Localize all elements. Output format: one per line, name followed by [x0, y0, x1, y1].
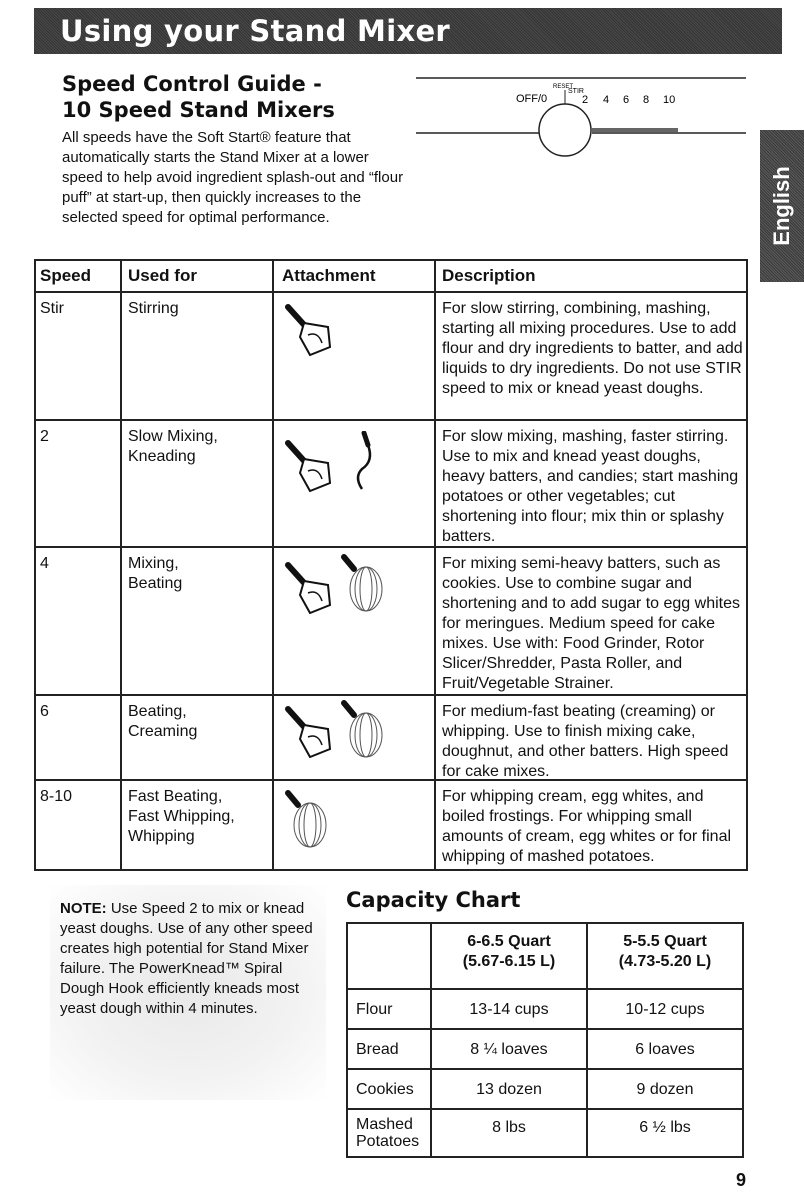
- capacity-title: Capacity Chart: [346, 888, 521, 912]
- capacity-item: Cookies: [356, 1081, 414, 1098]
- dial-speed-4: 4: [603, 94, 610, 106]
- capacity-col1-subheader: (5.67-6.15 L): [462, 953, 556, 970]
- page-title: Using your Stand Mixer: [60, 14, 451, 48]
- row-used-for: Mixing,: [128, 555, 179, 572]
- capacity-value-2: 6 loaves: [635, 1041, 695, 1058]
- flat-beater-icon: [280, 301, 340, 359]
- speed-dial-graphic: [412, 72, 750, 162]
- header-speed: Speed: [40, 266, 92, 285]
- capacity-value-2: 10-12 cups: [625, 1001, 705, 1018]
- page-number: 9: [735, 1170, 746, 1190]
- capacity-value-1: 8 ¼ loaves: [470, 1041, 548, 1058]
- row-speed: Stir: [40, 300, 64, 317]
- speed-table: [34, 259, 748, 871]
- note-text: Use Speed 2 to mix or knead yeast doughs. Use of any other speed creates high potential for Stand Mixer failure. The PowerKnead™ Spiral Dough Hook efficiently kneads most yeast dough within 4 minutes.: [60, 900, 313, 1017]
- dial-speed-2: 2: [582, 94, 589, 106]
- note-box: [50, 885, 326, 1100]
- row-used-for: Fast Beating,: [128, 788, 223, 805]
- capacity-value-1: 8 lbs: [492, 1119, 526, 1136]
- flat-beater-icon: [280, 559, 340, 617]
- capacity-item: Mashed: [356, 1116, 413, 1133]
- row-description: For slow stirring, combining, mashing, starting all mixing procedures. Use to add flour and dry ingredients to batter, and add liquids to dry ingredients. Do not use STIR speed to mix or knead yeast doughs.: [442, 300, 743, 397]
- capacity-value-1: 13 dozen: [476, 1081, 542, 1098]
- language-tab: [760, 130, 804, 282]
- dial-off-label: OFF/0: [516, 93, 548, 105]
- wire-whip-icon: [336, 553, 388, 617]
- header-attachment: Attachment: [282, 266, 376, 285]
- row-description: For mixing semi-heavy batters, such as cookies. Use to combine sugar and shortening and to add sugar to egg whites for meringues. Medium speed for cake mixes. Use with: Food Grinder, Rotor Slicer/Shredder, Pasta Roller, and Fruit/Vegetable Strainer.: [442, 555, 740, 692]
- capacity-table: [346, 922, 744, 1158]
- dial-speed-8: 8: [643, 94, 650, 106]
- capacity-col2-subheader: (4.73-5.20 L): [618, 953, 712, 970]
- wire-whip-icon: [336, 699, 388, 763]
- note-label: NOTE:: [60, 900, 107, 917]
- row-description: For whipping cream, egg whites, and boiled frostings. For whipping small amounts of cream, egg whites or for final whipping of mashed potatoes.: [442, 788, 732, 865]
- wire-whip-icon: [280, 789, 332, 853]
- row-used-for: Slow Mixing,: [128, 428, 218, 445]
- row-speed: 8-10: [40, 788, 73, 805]
- row-used-for: Kneading: [128, 448, 196, 465]
- dial-speed-6: 6: [623, 94, 630, 106]
- row-used-for: Creaming: [128, 723, 198, 740]
- row-description: For slow mixing, mashing, faster stirring. Use to mix and knead yeast doughs, heavy batters, and candies; start mashing potatoes or other vegetables; cut shortening into flour; mix thin or splashy batters.: [442, 428, 739, 545]
- row-used-for: Beating,: [128, 703, 187, 720]
- header-used-for: Used for: [128, 266, 197, 285]
- capacity-value-2: 9 dozen: [636, 1081, 694, 1098]
- dial-reset-label: RESET: [553, 84, 574, 90]
- row-speed: 2: [40, 428, 49, 445]
- capacity-col1-header: 6-6.5 Quart: [467, 933, 551, 950]
- dial-speed-10: 10: [663, 94, 676, 106]
- page-banner: [34, 8, 782, 54]
- capacity-item: Potatoes: [356, 1133, 420, 1150]
- capacity-col2-header: 5-5.5 Quart: [623, 933, 707, 950]
- header-description: Description: [442, 266, 536, 285]
- capacity-value-2: 6 ½ lbs: [639, 1119, 691, 1136]
- capacity-item: Flour: [356, 1001, 393, 1018]
- dial-stir-label: STIR: [568, 88, 584, 95]
- row-description: For medium-fast beating (creaming) or whipping. Use to finish mixing cake, doughnut, and other batters. High speed for cake mixes.: [442, 703, 729, 780]
- speed-guide-title-line2: 10 Speed Stand Mixers: [62, 98, 335, 122]
- dough-hook-icon: [344, 431, 384, 495]
- language-tab-label: English: [769, 166, 794, 246]
- row-used-for: Beating: [128, 575, 183, 592]
- row-used-for: Fast Whipping,: [128, 808, 235, 825]
- row-used-for: Stirring: [128, 300, 179, 317]
- row-speed: 4: [40, 555, 49, 572]
- speed-guide-intro: All speeds have the Soft Start® feature that automatically starts the Stand Mixer at a lower speed to help avoid ingredient splash-out and “flour puff” at start-up, then quickly increases to the selected speed for optimal performance.: [62, 129, 404, 226]
- capacity-item: Bread: [356, 1041, 399, 1058]
- flat-beater-icon: [280, 703, 340, 761]
- flat-beater-icon: [280, 437, 340, 495]
- speed-guide-title-line1: Speed Control Guide -: [62, 72, 322, 96]
- speed-dial-illustration: [412, 72, 750, 162]
- row-used-for: Whipping: [128, 828, 195, 845]
- capacity-value-1: 13-14 cups: [469, 1001, 549, 1018]
- row-speed: 6: [40, 703, 49, 720]
